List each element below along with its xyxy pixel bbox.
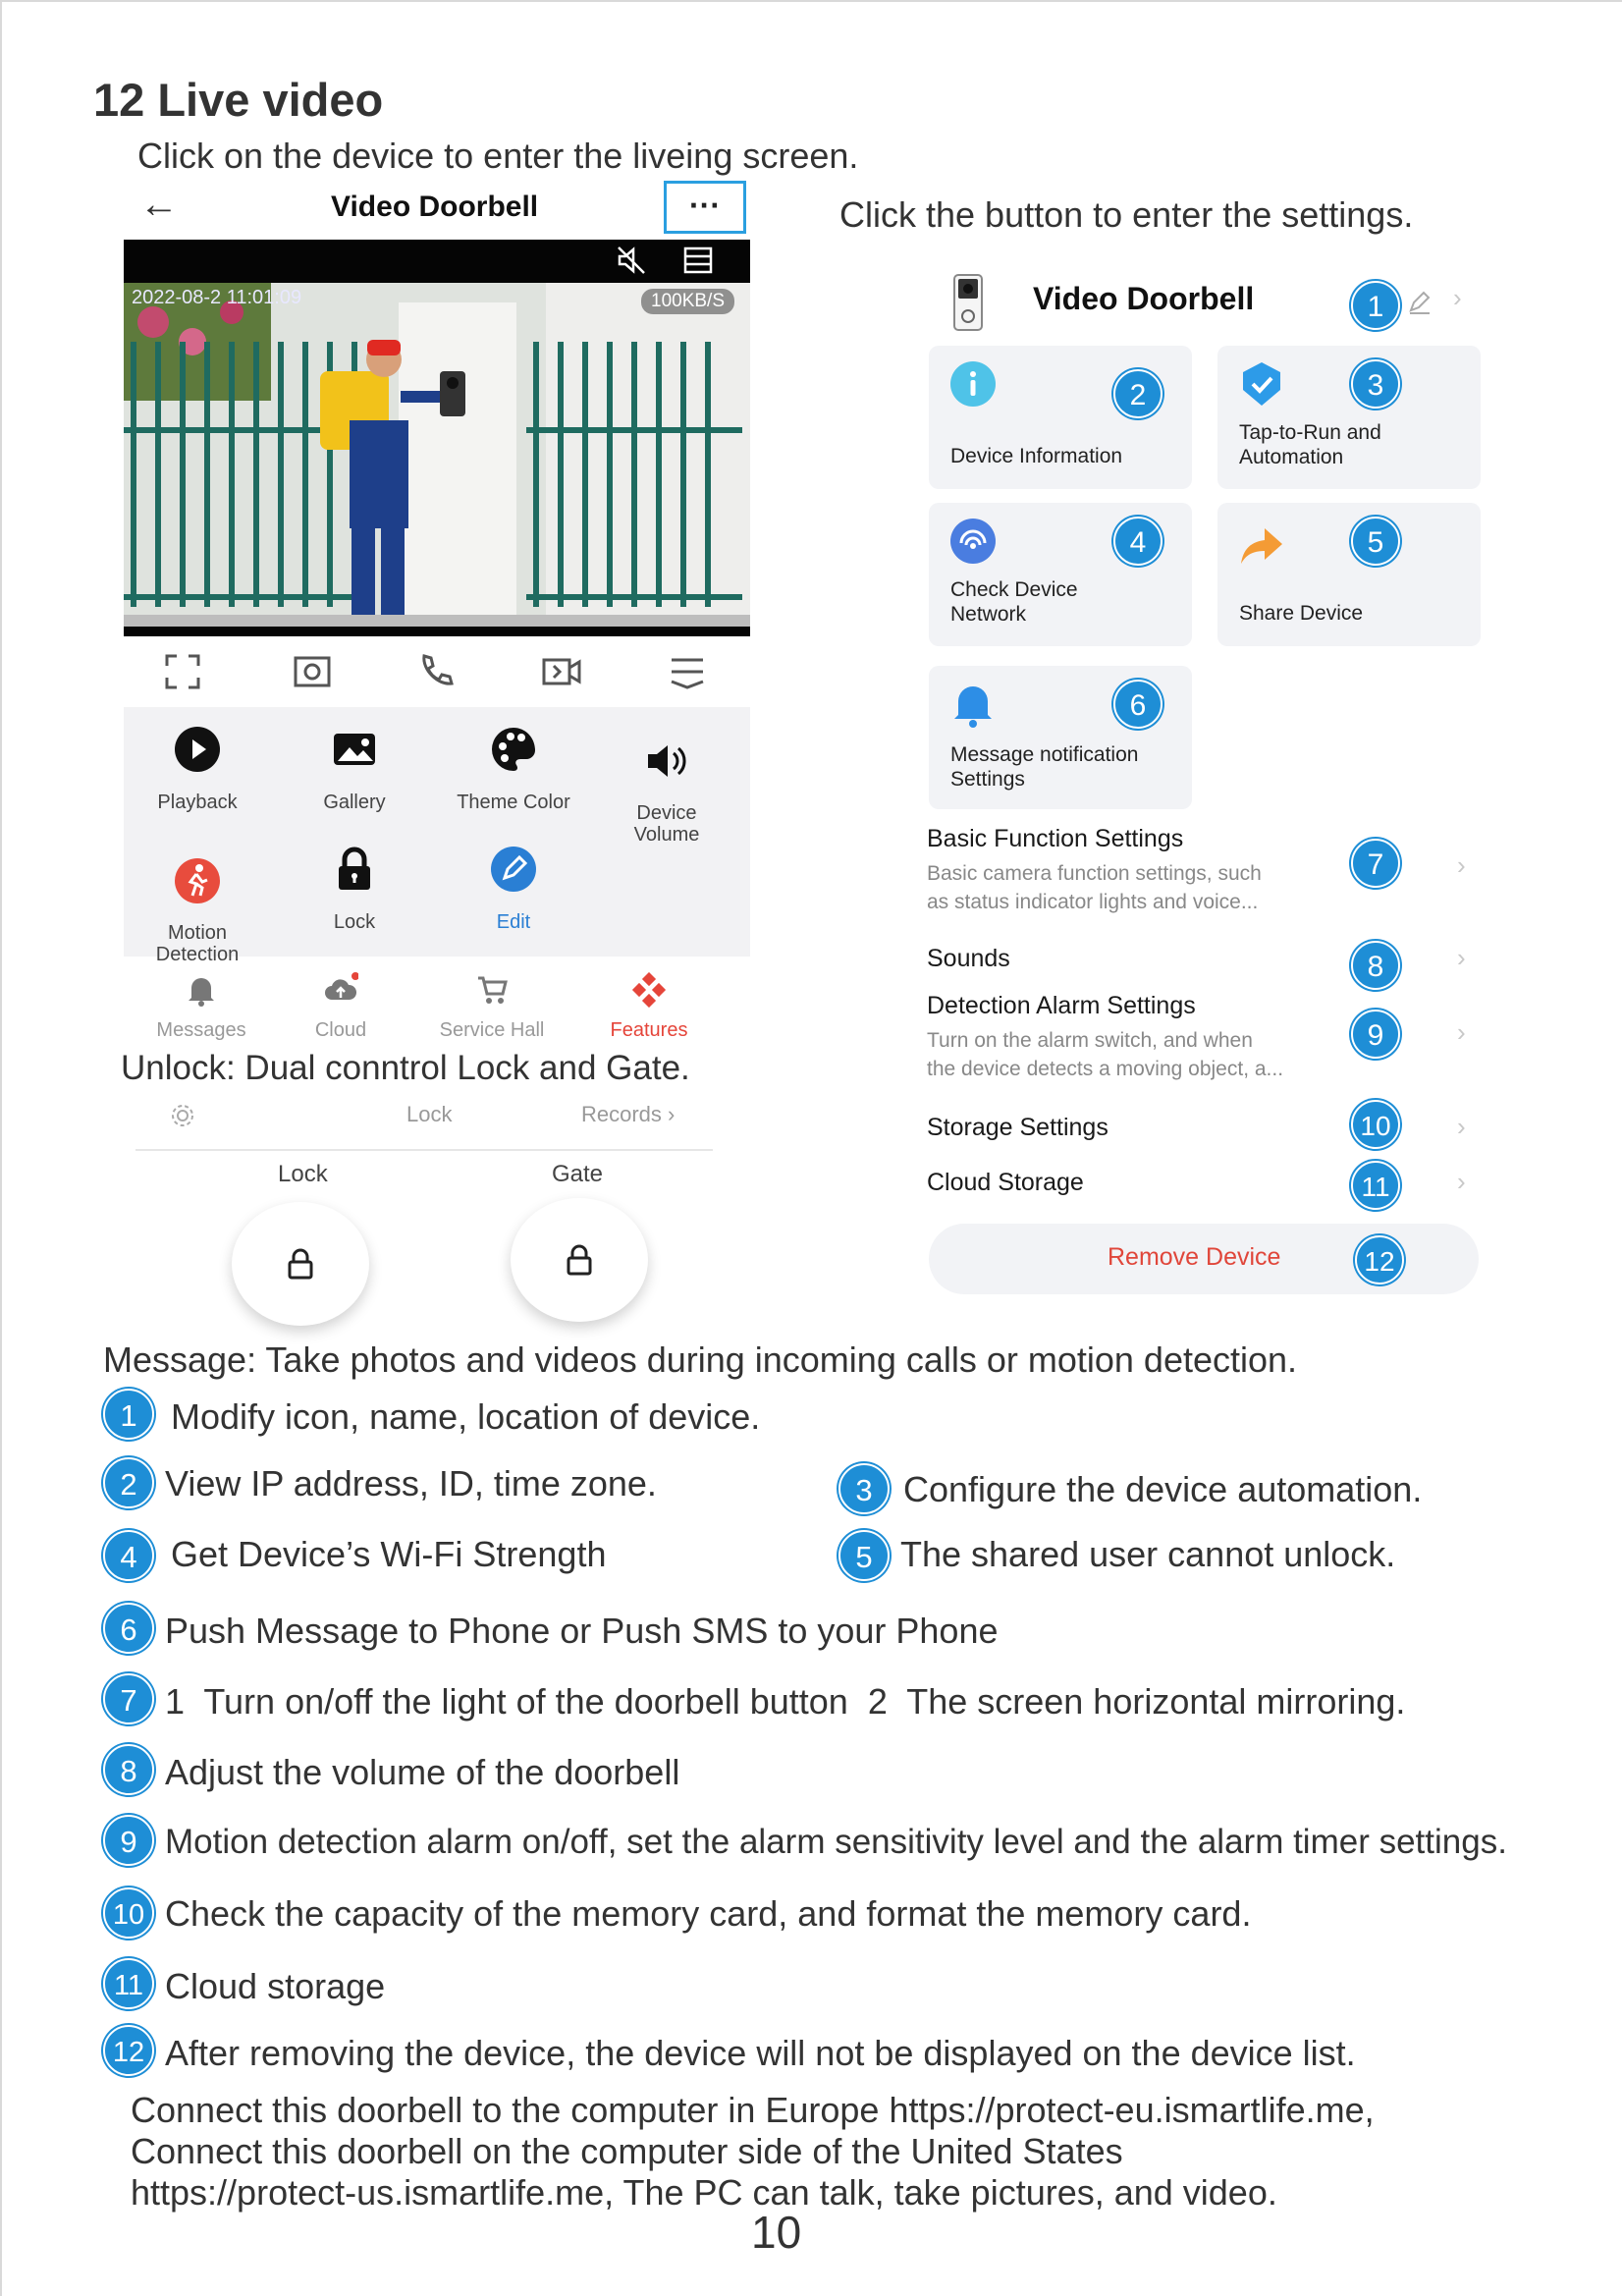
row-title: Sounds	[927, 945, 1010, 972]
callout-10: 10	[103, 1887, 154, 1939]
chevron-right-icon: ›	[668, 1102, 676, 1126]
tab-messages[interactable]	[128, 972, 275, 1042]
remove-device-label: Remove Device	[1108, 1243, 1281, 1271]
callout-1: 1	[103, 1389, 154, 1440]
connect-info	[131, 2090, 1505, 2214]
lock-unlock-button[interactable]	[232, 1202, 369, 1326]
callout-6: 6	[1113, 680, 1162, 729]
callout-3: 3	[838, 1463, 890, 1514]
gate-label: Gate	[552, 1161, 604, 1187]
callout-11: 11	[103, 1958, 154, 2009]
item-6-text: Push Message to Phone or Push SMS to your Phone	[165, 1611, 999, 1651]
callout-6: 6	[103, 1603, 154, 1654]
device-name: Video Doorbell	[1033, 281, 1255, 316]
tab-features[interactable]	[575, 972, 723, 1042]
settings-gear-icon[interactable]	[169, 1102, 196, 1129]
item-10-text: Check the capacity of the memory card, and format the memory card.	[165, 1893, 1252, 1934]
chevron-right-icon: ›	[1457, 1167, 1466, 1196]
row-title: Cloud Storage	[927, 1169, 1084, 1196]
card-message-notification[interactable]	[929, 666, 1192, 809]
callout-3: 3	[1351, 359, 1400, 409]
callout-8: 8	[1351, 941, 1400, 990]
video-topbar	[124, 240, 750, 283]
feature-device-volume[interactable]	[593, 715, 740, 867]
video-bottom-bar	[124, 627, 750, 636]
callout-1: 1	[1351, 281, 1400, 330]
tab-cloud[interactable]	[267, 972, 414, 1042]
tab-service-hall[interactable]	[418, 972, 566, 1042]
chevron-right-icon: ›	[1457, 1017, 1466, 1047]
card-label: Message notification Settings	[950, 743, 1139, 791]
speaker-icon	[642, 737, 691, 786]
doorbell-scene-image	[124, 283, 750, 636]
item-11-text: Cloud storage	[165, 1966, 386, 2006]
card-check-network[interactable]	[929, 503, 1192, 646]
menu-icon[interactable]	[666, 650, 709, 693]
item-7-text: 1 Turn on/off the light of the doorbell button 2 The screen horizontal mirroring.	[165, 1681, 1406, 1722]
item-8-text: Adjust the volume of the doorbell	[165, 1752, 680, 1792]
automation-icon	[1237, 359, 1286, 409]
connect-line-3: https://protect-us.ismartlife.me, The PC can talk, take pictures, and video.	[131, 2172, 1277, 2213]
padlock-icon	[285, 1247, 316, 1281]
feature-lock[interactable]	[281, 845, 428, 934]
row-cloud-storage[interactable]	[927, 1169, 1477, 1208]
callout-2: 2	[103, 1457, 154, 1508]
tab-label: Cloud	[314, 1019, 367, 1041]
more-button[interactable]: ···	[664, 181, 746, 234]
pencil-icon[interactable]	[1406, 289, 1433, 316]
callout-12: 12	[1355, 1235, 1404, 1285]
card-tap-to-run[interactable]	[1217, 346, 1481, 489]
motion-icon	[173, 856, 222, 905]
screenshot-icon[interactable]	[291, 650, 334, 693]
tab-label: Service Hall	[439, 1019, 545, 1041]
tab-label: Features	[610, 1019, 688, 1041]
feature-label: Lock	[333, 911, 376, 933]
callout-5: 5	[838, 1530, 890, 1581]
item-9-text: Motion detection alarm on/off, set the alarm sensitivity level and the alarm timer settings.	[165, 1823, 1507, 1861]
intro-text: Click on the device to enter the liveing screen.	[137, 136, 859, 176]
card-device-information[interactable]	[929, 346, 1192, 489]
item-3-text: Configure the device automation.	[903, 1469, 1423, 1509]
card-label: Share Device	[1239, 602, 1364, 625]
callout-5: 5	[1351, 517, 1400, 566]
row-subtitle: Turn on the alarm switch, and when the device detects a moving object, a...	[927, 1029, 1284, 1080]
lock-icon	[330, 845, 379, 894]
message-line: Message: Take photos and videos during incoming calls or motion detection.	[103, 1339, 1298, 1380]
records-label: Records	[581, 1102, 662, 1126]
fullscreen-icon[interactable]	[161, 650, 204, 693]
callout-9: 9	[103, 1815, 154, 1866]
palette-icon	[489, 725, 538, 774]
padlock-icon	[564, 1243, 595, 1277]
row-subtitle: Basic camera function settings, such as status indicator lights and voice...	[927, 862, 1262, 913]
row-storage-settings[interactable]	[927, 1111, 1477, 1153]
feature-grid	[124, 707, 750, 965]
unlock-bar	[149, 1100, 719, 1135]
feature-label: Device Volume	[633, 802, 700, 846]
item-5-text: The shared user cannot unlock.	[900, 1534, 1396, 1574]
item-1-text: Modify icon, name, location of device.	[171, 1396, 761, 1437]
item-2-text: View IP address, ID, time zone.	[165, 1463, 657, 1503]
callout-2: 2	[1113, 369, 1162, 418]
row-detection-alarm-settings[interactable]	[927, 992, 1477, 1090]
edit-icon	[489, 845, 538, 894]
page-number: 10	[751, 2207, 802, 2258]
connect-line-1: Connect this doorbell to the computer in Europe https://protect-eu.ismartlife.me,	[131, 2090, 1375, 2130]
remove-device-button[interactable]	[929, 1224, 1479, 1294]
callout-8: 8	[103, 1744, 154, 1795]
back-arrow-icon[interactable]: ←	[139, 183, 179, 226]
chevron-right-icon: ›	[1457, 943, 1466, 972]
notification-bell-icon	[948, 680, 998, 729]
feature-theme-color[interactable]	[440, 725, 587, 814]
info-icon	[948, 359, 998, 409]
features-icon	[631, 972, 667, 1008]
row-basic-function-settings[interactable]	[927, 825, 1477, 923]
item-4-text: Get Device’s Wi-Fi Strength	[171, 1534, 607, 1574]
chevron-right-icon: ›	[1457, 850, 1466, 880]
feature-playback[interactable]	[124, 725, 271, 814]
feature-label: Gallery	[323, 792, 386, 813]
chevron-right-icon: ›	[1453, 283, 1462, 312]
network-icon	[948, 517, 998, 566]
video-controls	[124, 644, 750, 703]
feature-label: Playback	[157, 792, 238, 813]
callout-12: 12	[103, 2025, 154, 2076]
bell-icon	[184, 972, 219, 1008]
list-view-icon[interactable]	[681, 244, 715, 277]
bottom-tab-bar	[124, 962, 750, 1041]
row-title: Storage Settings	[927, 1114, 1108, 1141]
record-video-icon[interactable]	[540, 650, 583, 693]
image-icon	[330, 725, 379, 774]
chevron-right-icon: ›	[1457, 1112, 1466, 1141]
live-video[interactable]	[124, 283, 750, 636]
feature-edit[interactable]	[440, 845, 587, 934]
bitrate-badge: 100KB/S	[641, 289, 734, 314]
lock-label: Lock	[278, 1161, 328, 1187]
live-header	[120, 177, 758, 238]
row-title: Detection Alarm Settings	[927, 992, 1196, 1019]
gate-unlock-button[interactable]	[511, 1198, 648, 1322]
cloud-icon	[323, 972, 358, 1008]
divider	[135, 1149, 713, 1151]
item-12-text: After removing the device, the device will not be displayed on the device list.	[165, 2033, 1356, 2073]
settings-note: Click the button to enter the settings.	[839, 194, 1414, 235]
callout-9: 9	[1351, 1010, 1400, 1059]
feature-gallery[interactable]	[281, 725, 428, 814]
cart-icon	[474, 972, 510, 1008]
unlock-title: Unlock: Dual conntrol Lock and Gate.	[121, 1049, 690, 1087]
callout-7: 7	[103, 1673, 154, 1724]
row-sounds[interactable]	[927, 945, 1477, 984]
callout-4: 4	[1113, 517, 1162, 566]
video-timestamp: 2022-08-2 11:01:09	[132, 287, 302, 308]
section-heading: 12 Live video	[93, 74, 384, 126]
feature-label: Edit	[496, 911, 531, 933]
phone-icon[interactable]	[414, 650, 458, 693]
unlock-bar-lock: Lock	[406, 1102, 453, 1126]
feature-label: Motion Detection	[155, 922, 240, 965]
tab-label: Messages	[156, 1019, 246, 1041]
live-title: Video Doorbell	[331, 191, 539, 223]
play-icon	[173, 725, 222, 774]
card-label: Tap-to-Run and Automation	[1239, 421, 1381, 468]
card-label: Check Device Network	[950, 578, 1078, 626]
share-icon	[1237, 520, 1286, 570]
device-header[interactable]	[935, 265, 1485, 344]
callout-7: 7	[1351, 839, 1400, 888]
connect-line-2: Connect this doorbell on the computer side of the United States	[131, 2131, 1123, 2171]
callout-10: 10	[1351, 1100, 1400, 1149]
card-label: Device Information	[950, 445, 1123, 467]
card-share-device[interactable]	[1217, 503, 1481, 646]
row-title: Basic Function Settings	[927, 825, 1184, 852]
doorbell-device-icon	[948, 273, 988, 332]
callout-4: 4	[103, 1530, 154, 1581]
feature-label: Theme Color	[457, 792, 570, 813]
mute-icon[interactable]	[615, 244, 648, 277]
records-link[interactable]	[581, 1102, 675, 1127]
callout-11: 11	[1351, 1161, 1400, 1210]
